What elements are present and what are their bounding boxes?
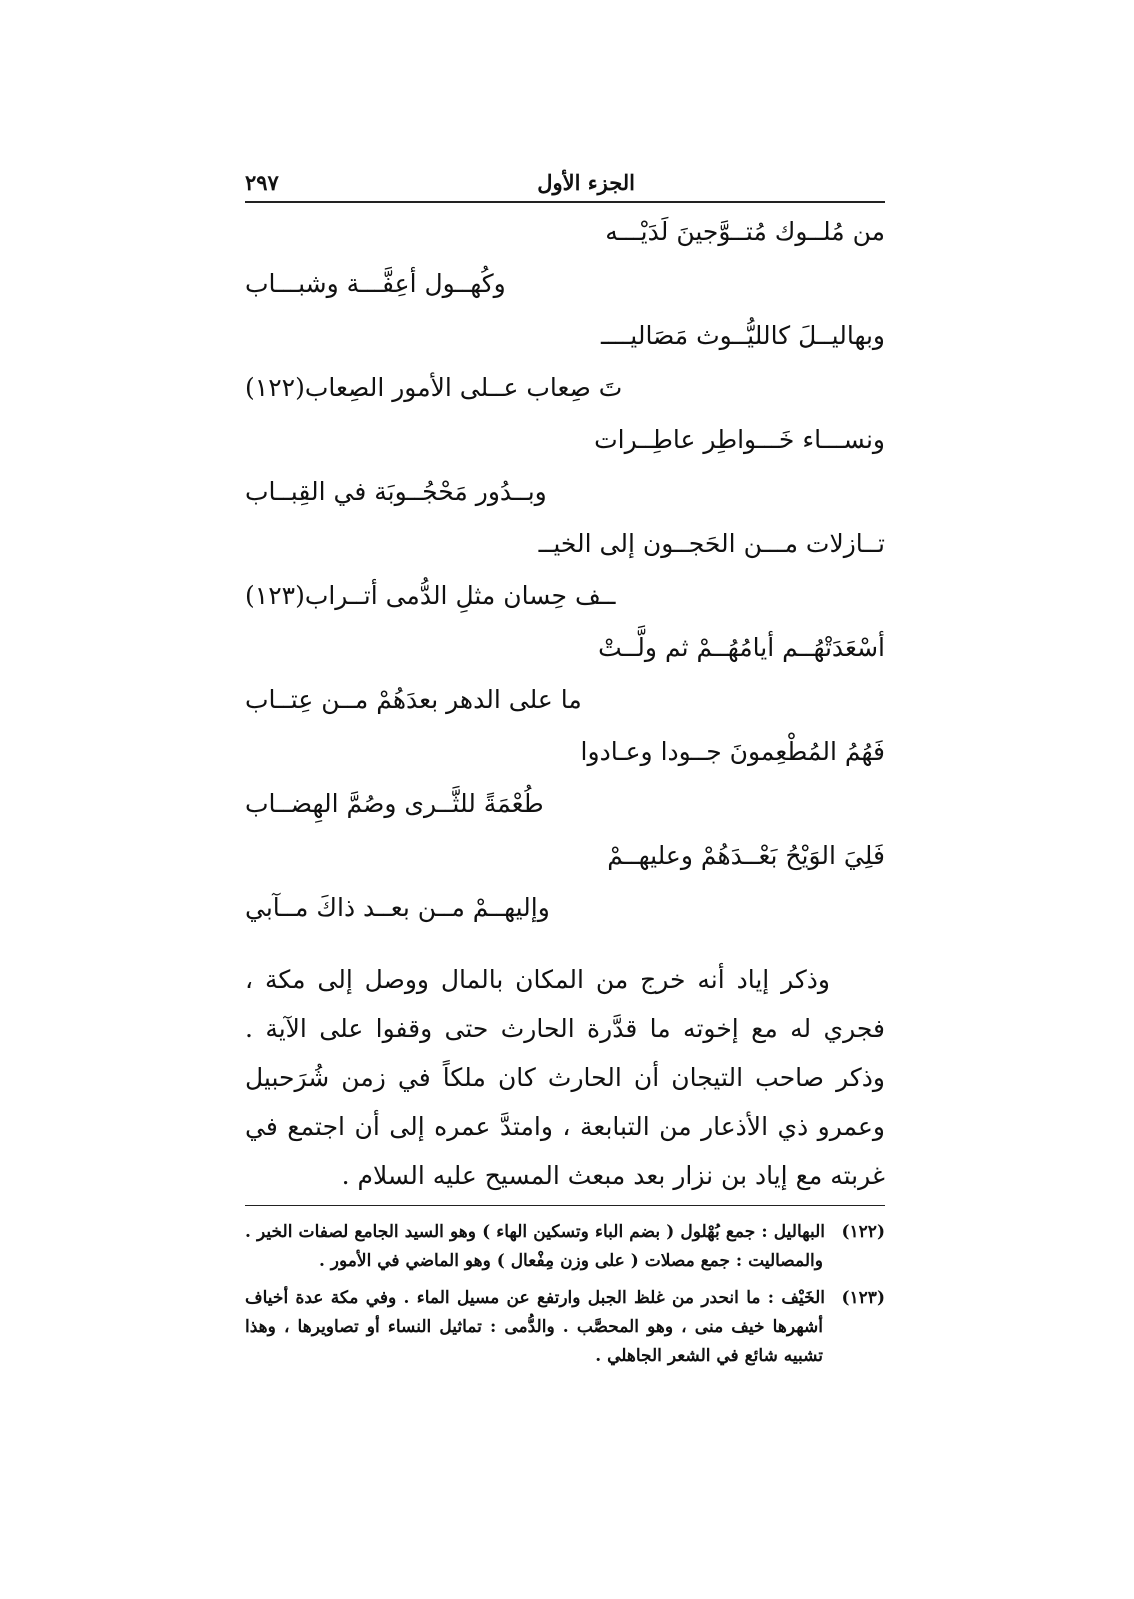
verse-first-hemistich: فَهُمُ المُطْعِمونَ جــودا وعـادوا bbox=[580, 737, 885, 766]
footnote-divider bbox=[245, 1205, 885, 1206]
verse-second-hemistich: تَ صِعاب عــلى الأمور الصِعاب(١٢٢) bbox=[245, 373, 623, 402]
verse-first-hemistich: من مُلــوك مُتــوَّجينَ لَدَيْـــه bbox=[605, 217, 885, 246]
footnote-text: الخَيْف : ما انحدر من غلظ الجبل وارتفع عن مسيل الماء . وفي مكة عدة أخياف أشهرها خيف منى ، وهو المحصَّب . والدُّمى : تماثيل النساء أو تصاويرها ، وهذا تشبيه شائع في الشعر الجاهلي . bbox=[245, 1288, 825, 1366]
verse-first-hemistich: أسْعَدَتْهُــم أيامُهُــمْ ثم ولَّــتْ bbox=[598, 633, 885, 662]
verse-second-hemistich: وبــدُور مَحْجُــوبَة في القِبــاب bbox=[245, 477, 547, 506]
footnote bbox=[245, 1218, 885, 1276]
poem bbox=[245, 210, 885, 938]
verse-first-hemistich: فَلِيَ الوَيْحُ بَعْــدَهُمْ وعليهــمْ bbox=[607, 841, 885, 870]
poem-verse bbox=[245, 314, 885, 418]
running-title: الجزء الأول bbox=[537, 170, 635, 195]
poem-verse bbox=[245, 834, 885, 938]
footnote-number: (١٢٣) bbox=[841, 1288, 885, 1308]
verse-first-hemistich: تــازلات مـــن الحَجــون إلى الخيــ bbox=[538, 529, 885, 558]
verse-second-hemistich: ــف حِسان مثلِ الدُّمى أتــراب(١٢٣) bbox=[245, 581, 616, 610]
poem-verse bbox=[245, 730, 885, 834]
verse-second-hemistich: وكُهــول أعِفَّـــة وشبـــاب bbox=[245, 269, 506, 298]
verse-second-hemistich: طُعْمَةً للثَّــرى وصُمَّ الهِضــاب bbox=[245, 789, 544, 818]
footnote bbox=[245, 1284, 885, 1371]
verse-second-hemistich: ما على الدهر بعدَهُمْ مــن عِتــاب bbox=[245, 685, 582, 714]
poem-verse bbox=[245, 210, 885, 314]
paragraph-text: وذكر إياد أنه خرج من المكان بالمال ووصل إلى مكة ، فجري له مع إخوته ما قدَّرة الحارث حتى وقفوا على الآية . وذكر صاحب التيجان أن الحارث كان ملكاً في زمن شُرَحبيل وعمرو ذي الأذعار من التبابعة ، وامتدَّ عمره إلى أن اجتمع في غربته مع إياد بن نزار بعد مبعث المسيح عليه السلام . bbox=[245, 965, 885, 1190]
footnote-number: (١٢٢) bbox=[841, 1222, 885, 1242]
page-header bbox=[245, 165, 885, 203]
verse-first-hemistich: ونســـاء خَـــواطِر عاطِــرات bbox=[594, 425, 885, 454]
verse-second-hemistich: وإليهــمْ مــن بعــد ذاكَ مــآبي bbox=[245, 893, 550, 922]
poem-verse bbox=[245, 522, 885, 626]
poem-verse bbox=[245, 626, 885, 730]
footnotes bbox=[245, 1218, 885, 1379]
page-number: ٢٩٧ bbox=[245, 170, 279, 195]
poem-verse bbox=[245, 418, 885, 522]
verse-first-hemistich: وبهاليــلَ كالليُّــوث مَصَاليــــ bbox=[600, 321, 885, 350]
footnote-text: البهاليل : جمع بُهْلول ( بضم الباء وتسكين الهاء ) وهو السيد الجامع لصفات الخير . والمصاليت : جمع مصلات ( على وزن مِفْعال ) وهو الماضي في الأمور . bbox=[245, 1222, 825, 1271]
body-paragraph bbox=[245, 955, 885, 1200]
